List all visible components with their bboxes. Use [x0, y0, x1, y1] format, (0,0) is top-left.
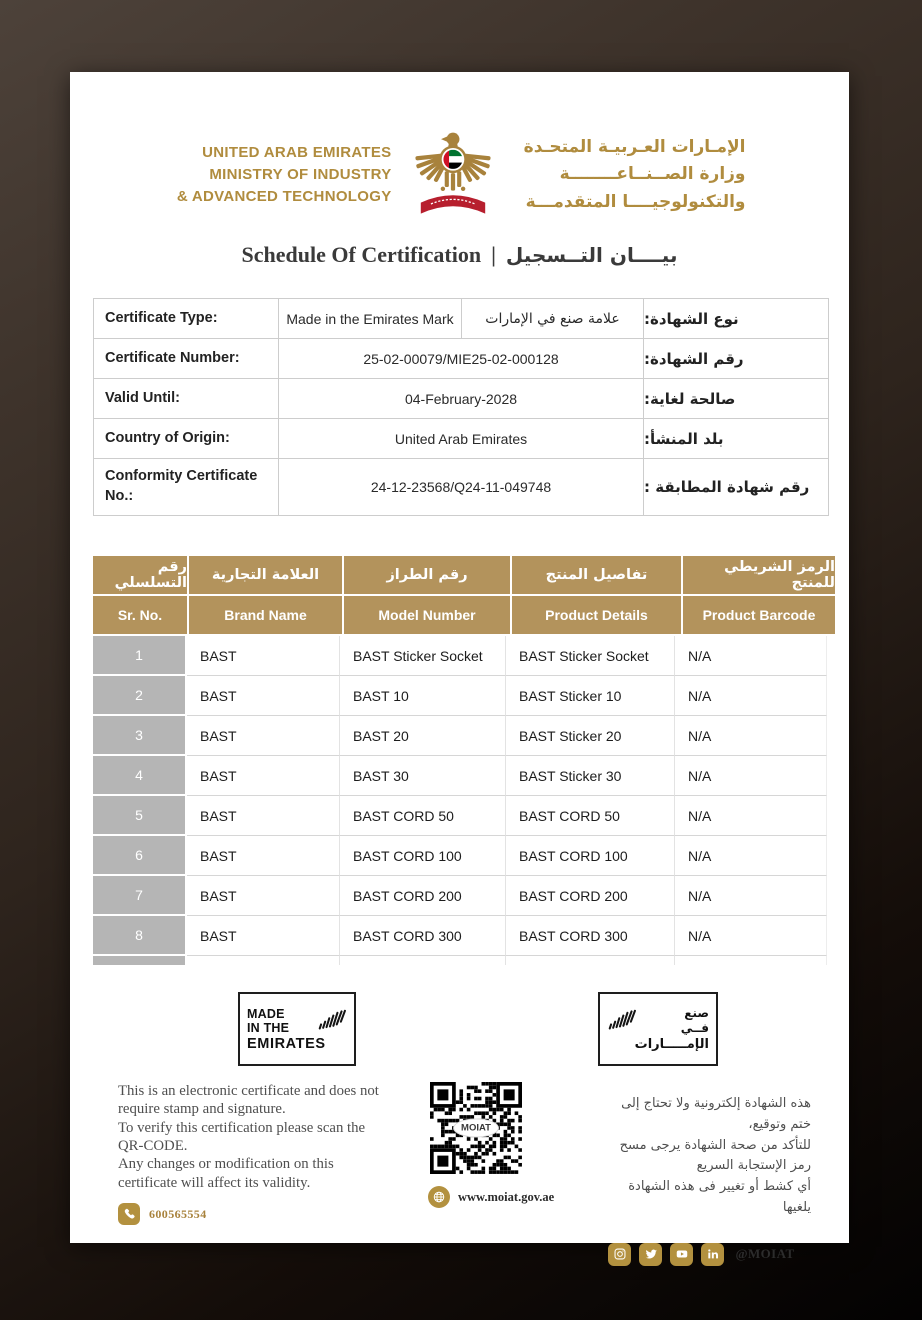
serial-number-cell: 1: [93, 636, 187, 676]
table-cell: [675, 956, 827, 965]
emirates-hatch-mark-icon: [607, 1009, 637, 1033]
title-ar: بيــــان التــسجيل: [505, 243, 678, 267]
table-row: [93, 836, 827, 876]
ministry-line: UNITED ARAB EMIRATES: [202, 144, 392, 162]
certificate-info-row: [94, 299, 828, 339]
logo-top: [247, 1007, 347, 1035]
column-header-en: Product Barcode: [683, 596, 835, 634]
notice-line: QR-CODE.: [118, 1138, 188, 1155]
phone-row: [118, 1203, 410, 1225]
phone-number: 600565554: [149, 1206, 207, 1221]
made-in-emirates-logo-ar: [598, 992, 718, 1066]
footer-qr-block: [410, 1082, 598, 1266]
table-cell: [506, 956, 675, 965]
column-header-ar: تفاصيل المنتج: [512, 556, 681, 594]
table-cell: BAST 10: [340, 676, 506, 716]
twitter-icon: [639, 1243, 662, 1266]
serial-number-cell: 5: [93, 796, 187, 836]
table-cell: BAST Sticker 20: [506, 716, 675, 756]
made-in-emirates-logo: [238, 992, 356, 1066]
table-cell: BAST CORD 50: [506, 796, 675, 836]
table-cell: BAST Sticker Socket: [506, 636, 675, 676]
table-cell: BAST CORD 200: [340, 876, 506, 916]
ministry-name-en: [174, 142, 392, 207]
notice-line-ar: هذه الشهادة إلكترونية ولا تحتاج إلى ختم وتوقيع،: [621, 1096, 811, 1132]
ministry-line: الإمـارات العـربيـة المتحـدة: [523, 137, 746, 158]
info-label-ar: بلد المنشأ:: [643, 419, 828, 458]
uae-falcon-emblem-icon: [407, 122, 499, 228]
column-header-en: Model Number: [344, 596, 510, 634]
notice-line: This is an electronic certificate and does not: [118, 1083, 379, 1099]
certificate-info-row: [94, 339, 828, 379]
serial-number-cell: 4: [93, 756, 187, 796]
info-value: United Arab Emirates: [278, 419, 643, 458]
table-cell: BAST CORD 200: [506, 876, 675, 916]
table-cell: BAST 20: [340, 716, 506, 756]
logo-top: [607, 1006, 709, 1036]
table-row: [93, 676, 827, 716]
column-header-ar: رقم التسلسلي: [93, 556, 187, 594]
globe-icon: [428, 1186, 450, 1208]
table-row: [93, 716, 827, 756]
products-header-row-en: [93, 596, 827, 634]
serial-number-cell: 2: [93, 676, 187, 716]
table-cell: N/A: [675, 876, 827, 916]
column-header-en: Sr. No.: [93, 596, 187, 634]
table-cell: N/A: [675, 716, 827, 756]
notice-line-ar: أي كشط أو تغيير فى هذه الشهادة يلغيها: [628, 1179, 811, 1215]
info-label-en: Certificate Number:: [105, 349, 240, 366]
logo-line: فــي: [680, 1021, 709, 1035]
logo-line: EMIRATES: [247, 1035, 326, 1052]
logo-line: MADE: [247, 1006, 285, 1021]
column-header-ar: العلامة التجارية: [189, 556, 342, 594]
website-url: www.moiat.gov.ae: [458, 1189, 555, 1204]
title-separator: |: [491, 242, 496, 267]
social-handle: @MOIAT: [735, 1246, 795, 1262]
column-header-ar: رقم الطراز: [344, 556, 510, 594]
table-cell: BAST Sticker Socket: [340, 636, 506, 676]
serial-number-cell: 8: [93, 916, 187, 956]
table-cell: BAST CORD 100: [506, 836, 675, 876]
table-cell: BAST: [187, 716, 340, 756]
table-cell: BAST: [187, 916, 340, 956]
table-cell: N/A: [675, 796, 827, 836]
table-cell: N/A: [675, 636, 827, 676]
table-cell: BAST: [187, 676, 340, 716]
certificate-info-row: [94, 459, 828, 516]
table-cell: N/A: [675, 756, 827, 796]
column-header-en: Product Details: [512, 596, 681, 634]
info-label-en: Country of Origin:: [105, 429, 230, 446]
table-row: [93, 876, 827, 916]
serial-number-cell: 3: [93, 716, 187, 756]
column-header-ar: الرمز الشريطي للمنتج: [683, 556, 835, 594]
table-cell: BAST: [187, 756, 340, 796]
ministry-name-ar: [514, 134, 746, 216]
table-cell: BAST Sticker 10: [506, 676, 675, 716]
info-value-ar: علامة صنع في الإمارات: [461, 299, 643, 338]
info-label-ar: صالحة لغاية:: [643, 379, 828, 418]
table-cell: N/A: [675, 676, 827, 716]
table-cell: BAST Sticker 30: [506, 756, 675, 796]
website-row: [428, 1186, 598, 1208]
ministry-line: MINISTRY OF INDUSTRY: [209, 166, 392, 184]
instagram-icon: [608, 1243, 631, 1266]
social-row: [598, 1243, 815, 1266]
table-cell: BAST CORD 100: [340, 836, 506, 876]
serial-number-cell: 7: [93, 876, 187, 916]
youtube-icon: [670, 1243, 693, 1266]
ministry-line: & ADVANCED TECHNOLOGY: [176, 187, 392, 205]
logo-line: IN THE: [247, 1020, 290, 1035]
notice-line: require stamp and signature.: [118, 1101, 286, 1118]
logo-line: صنع: [684, 1006, 709, 1020]
notice-line: certificate will affect its validity.: [118, 1174, 311, 1191]
info-label-en: Certificate Type:: [105, 309, 218, 326]
linkedin-icon: [701, 1243, 724, 1266]
table-cell: N/A: [675, 916, 827, 956]
qr-center-label: MOIAT: [453, 1119, 499, 1138]
table-cell: BAST CORD 50: [340, 796, 506, 836]
notice-line: To verify this certification please scan the: [118, 1119, 366, 1136]
footer: [70, 1082, 849, 1266]
table-cell: BAST: [187, 876, 340, 916]
info-value: Made in the Emirates Mark: [278, 299, 461, 338]
serial-number-cell: 6: [93, 836, 187, 876]
table-row: [93, 756, 827, 796]
certificate-page: [70, 72, 849, 1262]
info-label-ar: نوع الشهادة:: [643, 299, 828, 338]
info-value: 24-12-23568/Q24-11-049748: [278, 459, 643, 515]
table-row-cutoff: [93, 956, 827, 965]
info-label-ar: رقم الشهادة:: [643, 339, 828, 378]
table-row: [93, 916, 827, 956]
notice-line: Any changes or modification on this: [118, 1156, 334, 1173]
electronic-certificate-notice: [118, 1082, 410, 1192]
certificate-info-row: [94, 379, 828, 419]
phone-icon: [118, 1203, 140, 1225]
table-cell: N/A: [675, 836, 827, 876]
logo-line: الإمـــــارات: [634, 1037, 709, 1052]
table-cell: [187, 956, 340, 965]
certificate-info-row: [94, 419, 828, 459]
info-value: 04-February-2028: [278, 379, 643, 418]
table-row: [93, 796, 827, 836]
certificate-info-table: [93, 298, 829, 516]
info-value: 25-02-00079/MIE25-02-000128: [278, 339, 643, 378]
table-cell: BAST: [187, 796, 340, 836]
footer-notice-en: [118, 1082, 410, 1266]
logo-text: [247, 1007, 289, 1035]
info-label-ar: رقم شهادة المطابقة :: [643, 459, 828, 515]
logo-text: [681, 1006, 709, 1036]
table-cell: BAST CORD 300: [340, 916, 506, 956]
table-row: [93, 636, 827, 676]
column-header-en: Brand Name: [189, 596, 342, 634]
electronic-certificate-notice-ar: [598, 1094, 815, 1219]
ministry-line: وزارة الصــنــاعــــــــة: [559, 164, 746, 185]
header: [70, 72, 849, 228]
products-header-row-ar: [93, 556, 835, 594]
title-en: Schedule Of Certification: [241, 242, 482, 267]
emirates-hatch-mark-icon: [317, 1009, 347, 1033]
info-label-en: Valid Until:: [105, 389, 180, 406]
document-title: [70, 242, 849, 268]
products-table: [93, 556, 835, 965]
ministry-line: والتكنولوجيــــا المتقدمـــة: [525, 191, 746, 212]
footer-notice-ar: [598, 1082, 815, 1266]
serial-number-cell: [93, 956, 187, 965]
table-cell: BAST: [187, 836, 340, 876]
brand-logos: [70, 992, 849, 1066]
table-cell: [340, 956, 506, 965]
qr-code: [428, 1082, 524, 1174]
table-cell: BAST CORD 300: [506, 916, 675, 956]
notice-line-ar: للتأكد من صحة الشهادة يرجى مسح رمز الإستجابة السريع: [619, 1137, 811, 1174]
table-cell: BAST: [187, 636, 340, 676]
table-cell: BAST 30: [340, 756, 506, 796]
info-label-en: Conformity Certificate No.:: [105, 468, 258, 504]
